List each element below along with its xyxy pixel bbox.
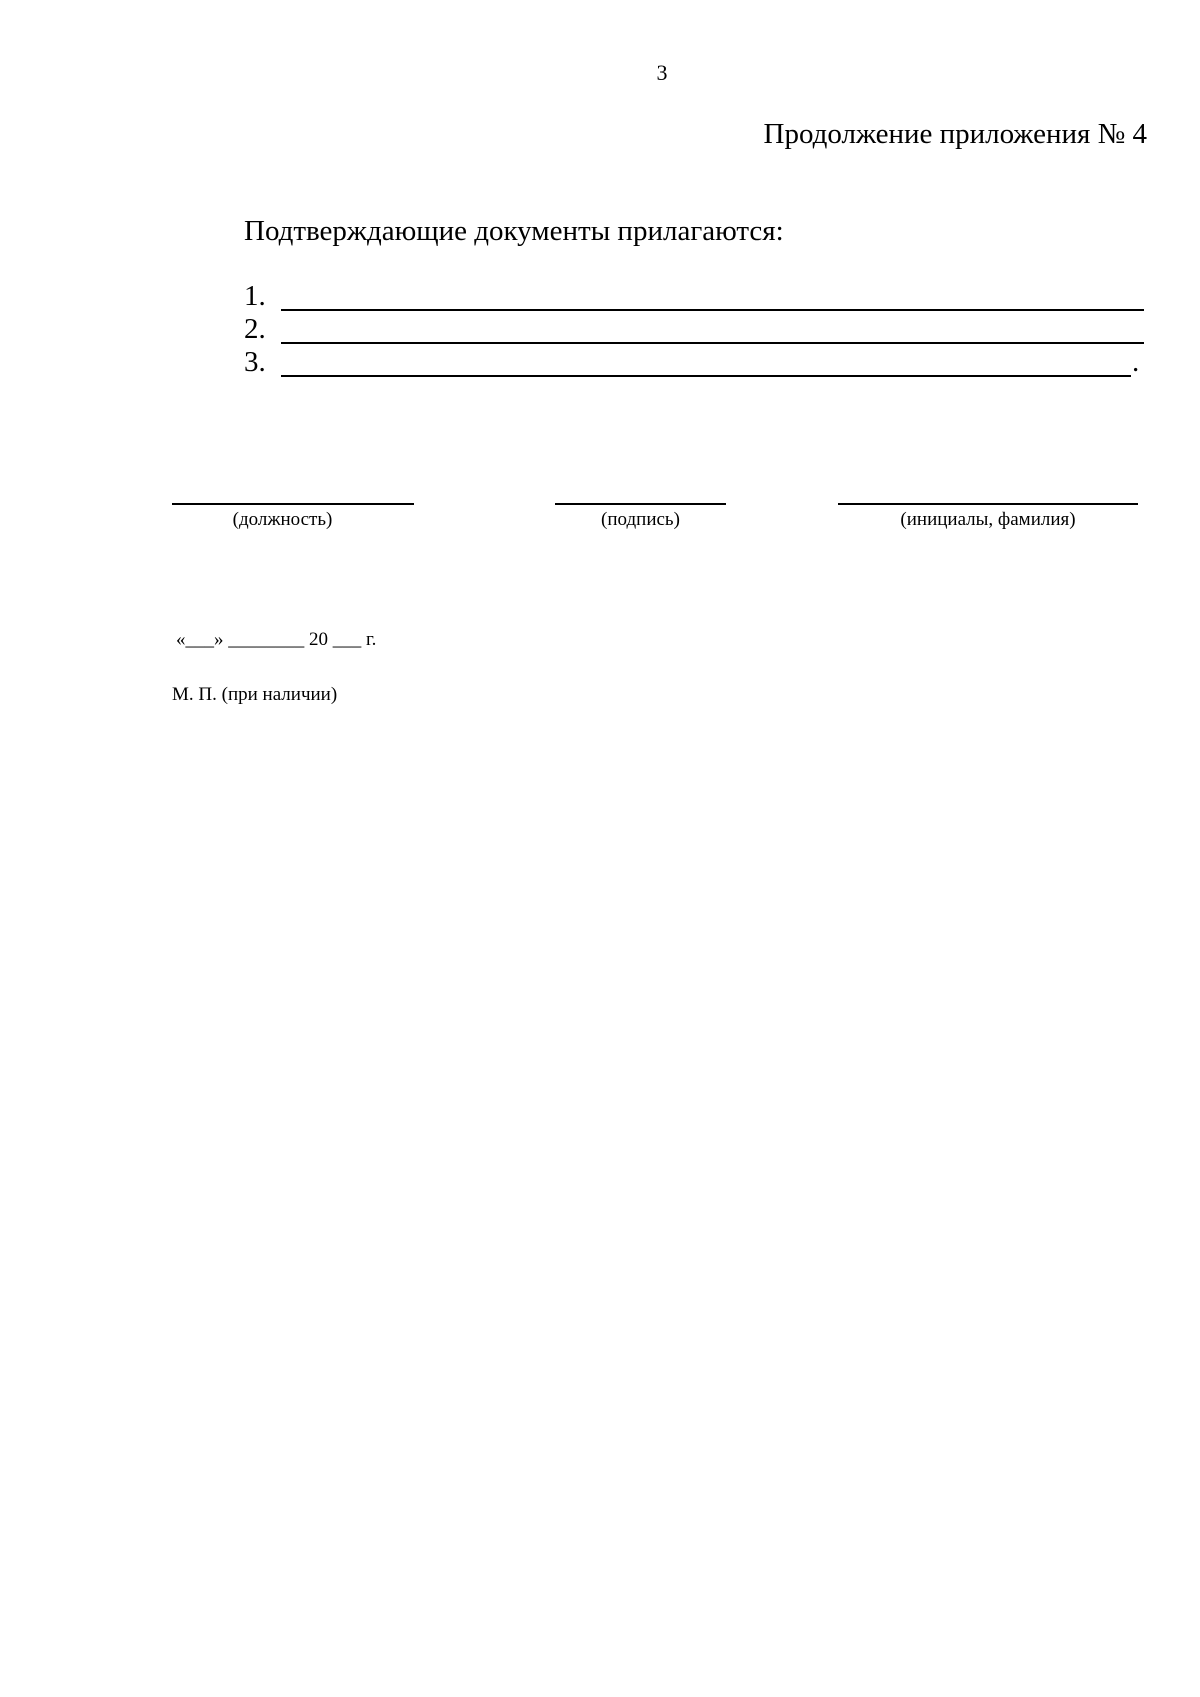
date-line: «___» ________ 20 ___ г.	[176, 629, 377, 650]
documents-item-blank-line[interactable]	[281, 375, 1131, 377]
stamp-note: М. П. (при наличии)	[172, 684, 338, 705]
documents-item-number: 1.	[244, 280, 266, 312]
documents-item-number: 2.	[244, 313, 266, 345]
documents-item	[244, 280, 1144, 313]
page-number: 3	[656, 60, 668, 85]
documents-item	[244, 313, 1144, 346]
documents-item-blank-line[interactable]	[281, 309, 1144, 311]
documents-item-end: .	[1132, 346, 1140, 378]
signature-blank-line[interactable]	[555, 503, 726, 505]
documents-item	[244, 346, 1144, 379]
documents-heading: Подтверждающие документы прилагаются:	[244, 215, 784, 247]
signature-caption: (подпись)	[601, 509, 680, 530]
documents-item-number: 3.	[244, 346, 266, 378]
position-blank-line[interactable]	[172, 503, 414, 505]
name-signature-block	[838, 503, 1138, 532]
signature-block	[555, 503, 726, 532]
position-caption: (должность)	[232, 509, 333, 530]
documents-list	[244, 280, 1144, 379]
name-blank-line[interactable]	[838, 503, 1138, 505]
appendix-title: Продолжение приложения № 4	[763, 118, 1147, 150]
position-signature-block	[172, 503, 414, 532]
name-caption: (инициалы, фамилия)	[900, 509, 1076, 530]
documents-item-blank-line[interactable]	[281, 342, 1144, 344]
